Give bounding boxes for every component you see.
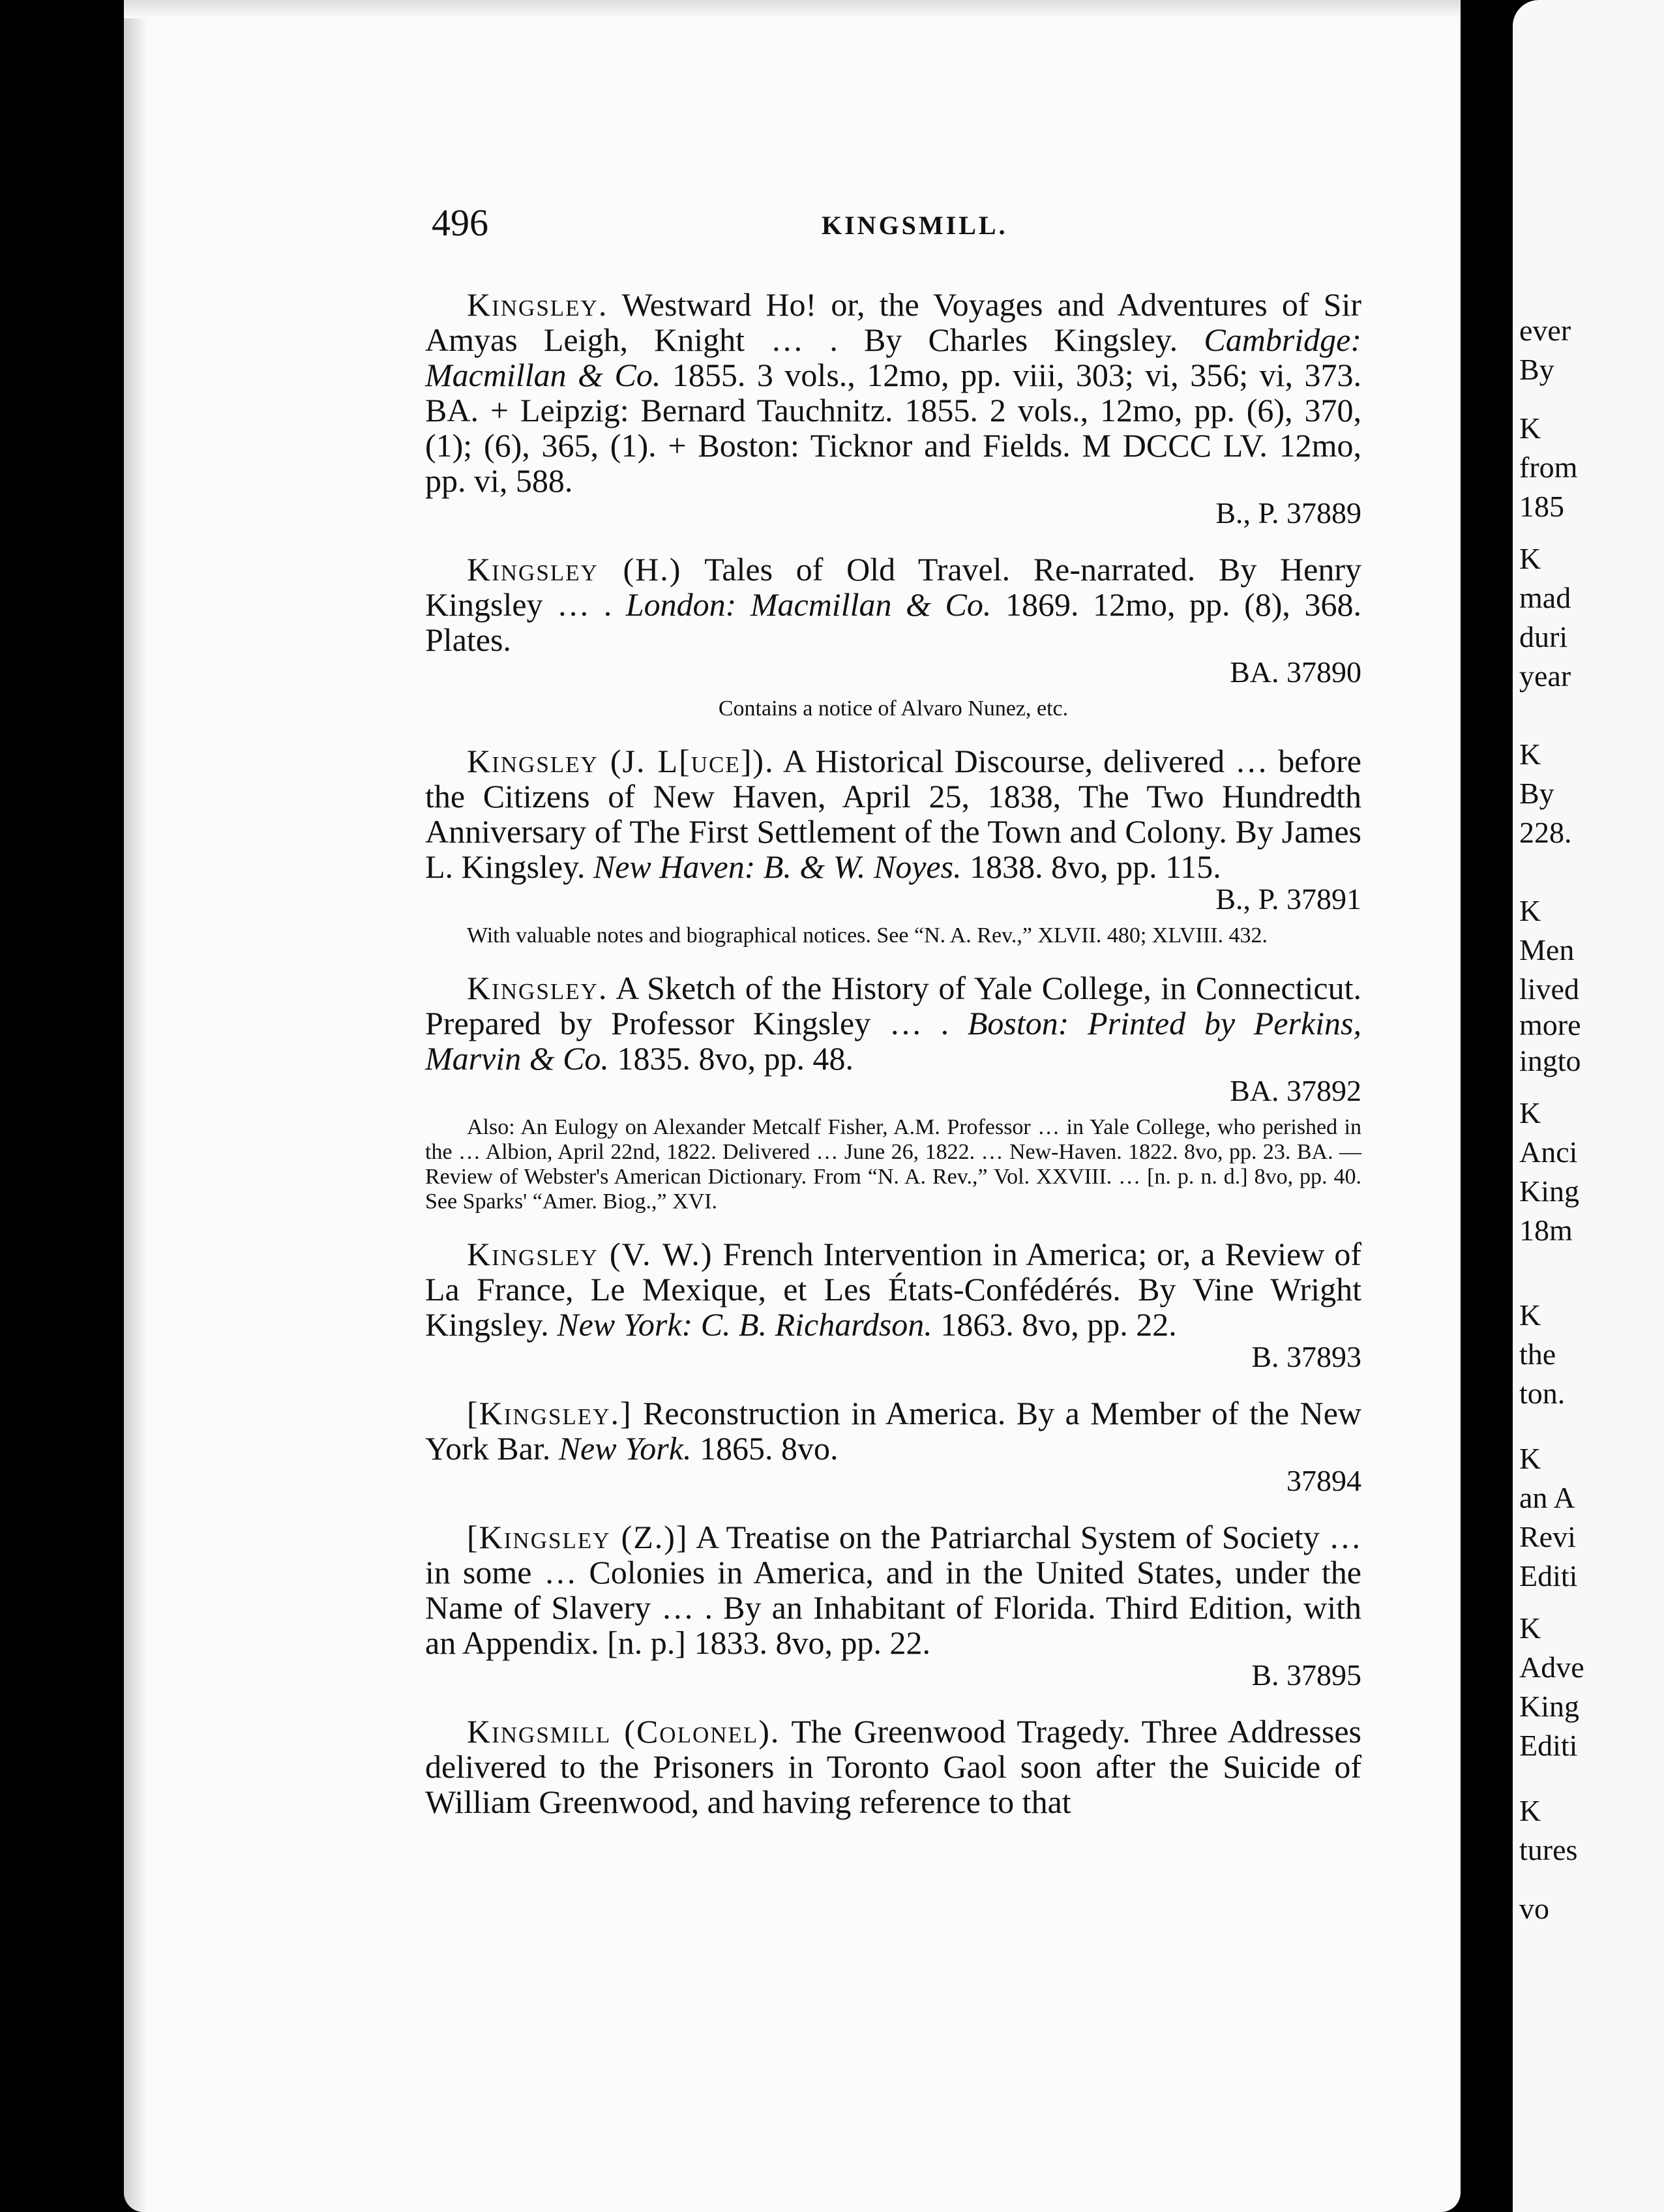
- facing-page-fragment: Men: [1519, 933, 1575, 966]
- facing-page-fragment: K: [1519, 1611, 1541, 1645]
- entry-title: Tales of Old Travel. Re-narrated. By Henry Kingsley … .: [425, 551, 1361, 623]
- entry-details: 1863. 8vo, pp. 22.: [940, 1306, 1177, 1343]
- entry-heading: Kingsley (H.): [467, 551, 682, 588]
- entry-imprint: New York.: [558, 1430, 692, 1467]
- facing-page-fragment: K: [1519, 738, 1541, 771]
- entry-text: [425, 552, 1361, 689]
- facing-page-fragment: 18m: [1519, 1214, 1573, 1247]
- entry-details: 1869. 12mo, pp. (8), 368. Plates.: [425, 586, 1362, 658]
- facing-page-fragment: Editi: [1519, 1729, 1578, 1762]
- entry-note: Contains a notice of Alvaro Nunez, etc.: [718, 696, 1069, 721]
- entry-imprint: New York: C. B. Richardson.: [557, 1306, 932, 1343]
- entry-details: 1838. 8vo, pp. 115.: [970, 848, 1221, 885]
- facing-page-fragment: lived: [1519, 972, 1579, 1006]
- entry: [425, 552, 1361, 721]
- facing-page-fragment: K: [1519, 1794, 1541, 1827]
- facing-page-fragment: ton.: [1519, 1377, 1566, 1410]
- facing-page-fragment: 185: [1519, 490, 1564, 523]
- facing-page-fragment: from: [1519, 451, 1578, 484]
- entry-reference: BA. 37892: [1230, 1074, 1361, 1107]
- facing-page-fragment: more: [1519, 1008, 1581, 1041]
- entry-imprint: Cambridge: Macmillan & Co.: [425, 321, 1362, 393]
- entry-imprint: Boston: Printed by Perkins, Marvin & Co.: [425, 1005, 1361, 1077]
- entry: [425, 1714, 1361, 1819]
- entry-reference: B. 37893: [1251, 1340, 1361, 1373]
- entry-heading: Kingsley (V. W.): [467, 1236, 713, 1272]
- entry-heading: Kingsley (J. L[uce]).: [467, 743, 775, 779]
- entry-details: [n. p.] 1833. 8vo, pp. 22.: [607, 1624, 930, 1661]
- entry-title: A Treatise on the Patriarchal System of Society … in some … Colonies in America, and in the United States, under the Name of Slavery … . By an Inhabitant of Florida. Third Edition, with an Appendix.: [425, 1519, 1362, 1661]
- facing-page-fragment: 228.: [1519, 816, 1572, 849]
- facing-page-fragment: By: [1519, 353, 1554, 386]
- entry-heading: Kingsley.: [467, 286, 608, 323]
- facing-page-fragment: duri: [1519, 620, 1568, 653]
- entry: [425, 970, 1361, 1214]
- entry: [425, 287, 1361, 530]
- page-number: 496: [432, 202, 488, 244]
- entry-note: Also: An Eulogy on Alexander Metcalf Fisher, A.M. Professor … in Yale College, who perished in the … Albion, April 22nd, 1822. Delivered … June 26, 1822. … New-Haven. 1822. 8vo, pp. 23. BA. — Review of Webster's American Dictionary. From “N. A. Rev.,” Vol. XXVIII. … [n. p. n. d.] 8vo, pp. 40. See Sparks' “Amer. Biog.,” XVI.: [425, 1115, 1361, 1214]
- entry: [425, 1396, 1361, 1497]
- facing-page-fragment: K: [1519, 894, 1541, 927]
- entry-imprint: London: Macmillan & Co.: [625, 586, 992, 623]
- facing-page-fragment: vo: [1519, 1892, 1549, 1925]
- entry-title: Westward Ho! or, the Voyages and Adventures of Sir Amyas Leigh, Knight … . By Charles Kingsley.: [425, 286, 1361, 358]
- facing-page-fragment: K: [1519, 1298, 1541, 1332]
- facing-page-fragment: Adve: [1519, 1651, 1584, 1684]
- entry: [425, 1519, 1361, 1692]
- facing-page-fragment: K: [1519, 542, 1541, 575]
- entry-text: [425, 287, 1361, 530]
- facing-page-fragment: King: [1519, 1174, 1579, 1208]
- running-head: KINGSMILL.: [822, 211, 1008, 240]
- facing-page-fragment: King: [1519, 1690, 1579, 1723]
- entry-text: [425, 1396, 1361, 1497]
- entry: [425, 1236, 1361, 1373]
- facing-page: [1513, 0, 1664, 2212]
- facing-page-fragment: K: [1519, 1442, 1541, 1475]
- facing-page-fragment: By: [1519, 777, 1554, 810]
- entry-heading: Kingsmill (Colonel).: [467, 1713, 780, 1750]
- facing-page-fragment: Anci: [1519, 1135, 1578, 1169]
- bibliography-entries: [425, 287, 1361, 1842]
- facing-page-fragment: an A: [1519, 1481, 1575, 1514]
- entry-details: 1835. 8vo, pp. 48.: [617, 1040, 854, 1077]
- facing-page-fragment: year: [1519, 659, 1571, 693]
- facing-page-fragment: K: [1519, 411, 1541, 445]
- entry-text: [425, 1236, 1361, 1373]
- entry-reference: B., P. 37889: [1215, 496, 1361, 530]
- entry-details: 1855. 3 vols., 12mo, pp. viii, 303; vi, 356; vi, 373. BA. + Leipzig: Bernard Tauchnitz. 1855. 2 vols., 12mo, pp. (6), 370, (1); (6), 365, (1). + Boston: Ticknor and Fields. M DCCC LV. 12mo, pp. vi, 588.: [425, 357, 1361, 499]
- entry-text: [425, 1519, 1361, 1692]
- entry-title: Reconstruction in America. By a Member of the New York Bar.: [425, 1395, 1361, 1467]
- entry: [425, 743, 1361, 948]
- facing-page-fragment: mad: [1519, 581, 1571, 614]
- entry-imprint: New Haven: B. & W. Noyes.: [593, 848, 962, 885]
- entry-reference: BA. 37890: [1230, 655, 1361, 689]
- facing-page-fragment: K: [1519, 1096, 1541, 1129]
- entry-reference: B. 37895: [1251, 1658, 1361, 1692]
- facing-page-fragment: the: [1519, 1338, 1556, 1371]
- entry-title: French Intervention in America; or, a Review of La France, Le Mexique, et Les États-Confédérés. By Vine Wright Kingsley.: [425, 1236, 1362, 1343]
- facing-page-fragment: Revi: [1519, 1520, 1576, 1553]
- facing-page-fragment: tures: [1519, 1833, 1578, 1866]
- entry-title: A Historical Discourse, delivered … before the Citizens of New Haven, April 25, 1838, The Two Hundredth Anniversary of The First Settlement of the Town and Colony. By James L. Kingsley.: [425, 743, 1361, 885]
- facing-page-fragment: ever: [1519, 314, 1571, 347]
- entry-title: The Greenwood Tragedy. Three Addresses delivered to the Prisoners in Toronto Gaol soon after the Suicide of William Greenwood, and having reference to that: [425, 1713, 1361, 1820]
- facing-page-fragment: ingto: [1519, 1044, 1581, 1077]
- entry-heading: [Kingsley.]: [467, 1395, 632, 1431]
- entry-note: With valuable notes and biographical notices. See “N. A. Rev.,” XLVII. 480; XLVIII. 432.: [467, 923, 1268, 948]
- entry-text: [425, 743, 1361, 916]
- entry-title: A Sketch of the History of Yale College, in Connecticut. Prepared by Professor Kingsley … .: [425, 970, 1361, 1041]
- entry-text: [425, 1714, 1361, 1819]
- entry-heading: Kingsley.: [467, 970, 608, 1006]
- entry-details: 1865. 8vo.: [699, 1430, 839, 1467]
- facing-page-fragment: Editi: [1519, 1559, 1578, 1592]
- entry-text: [425, 970, 1361, 1107]
- entry-reference: 37894: [1286, 1464, 1361, 1497]
- entry-heading: [Kingsley (Z.)]: [467, 1519, 689, 1555]
- entry-reference: B., P. 37891: [1215, 882, 1361, 916]
